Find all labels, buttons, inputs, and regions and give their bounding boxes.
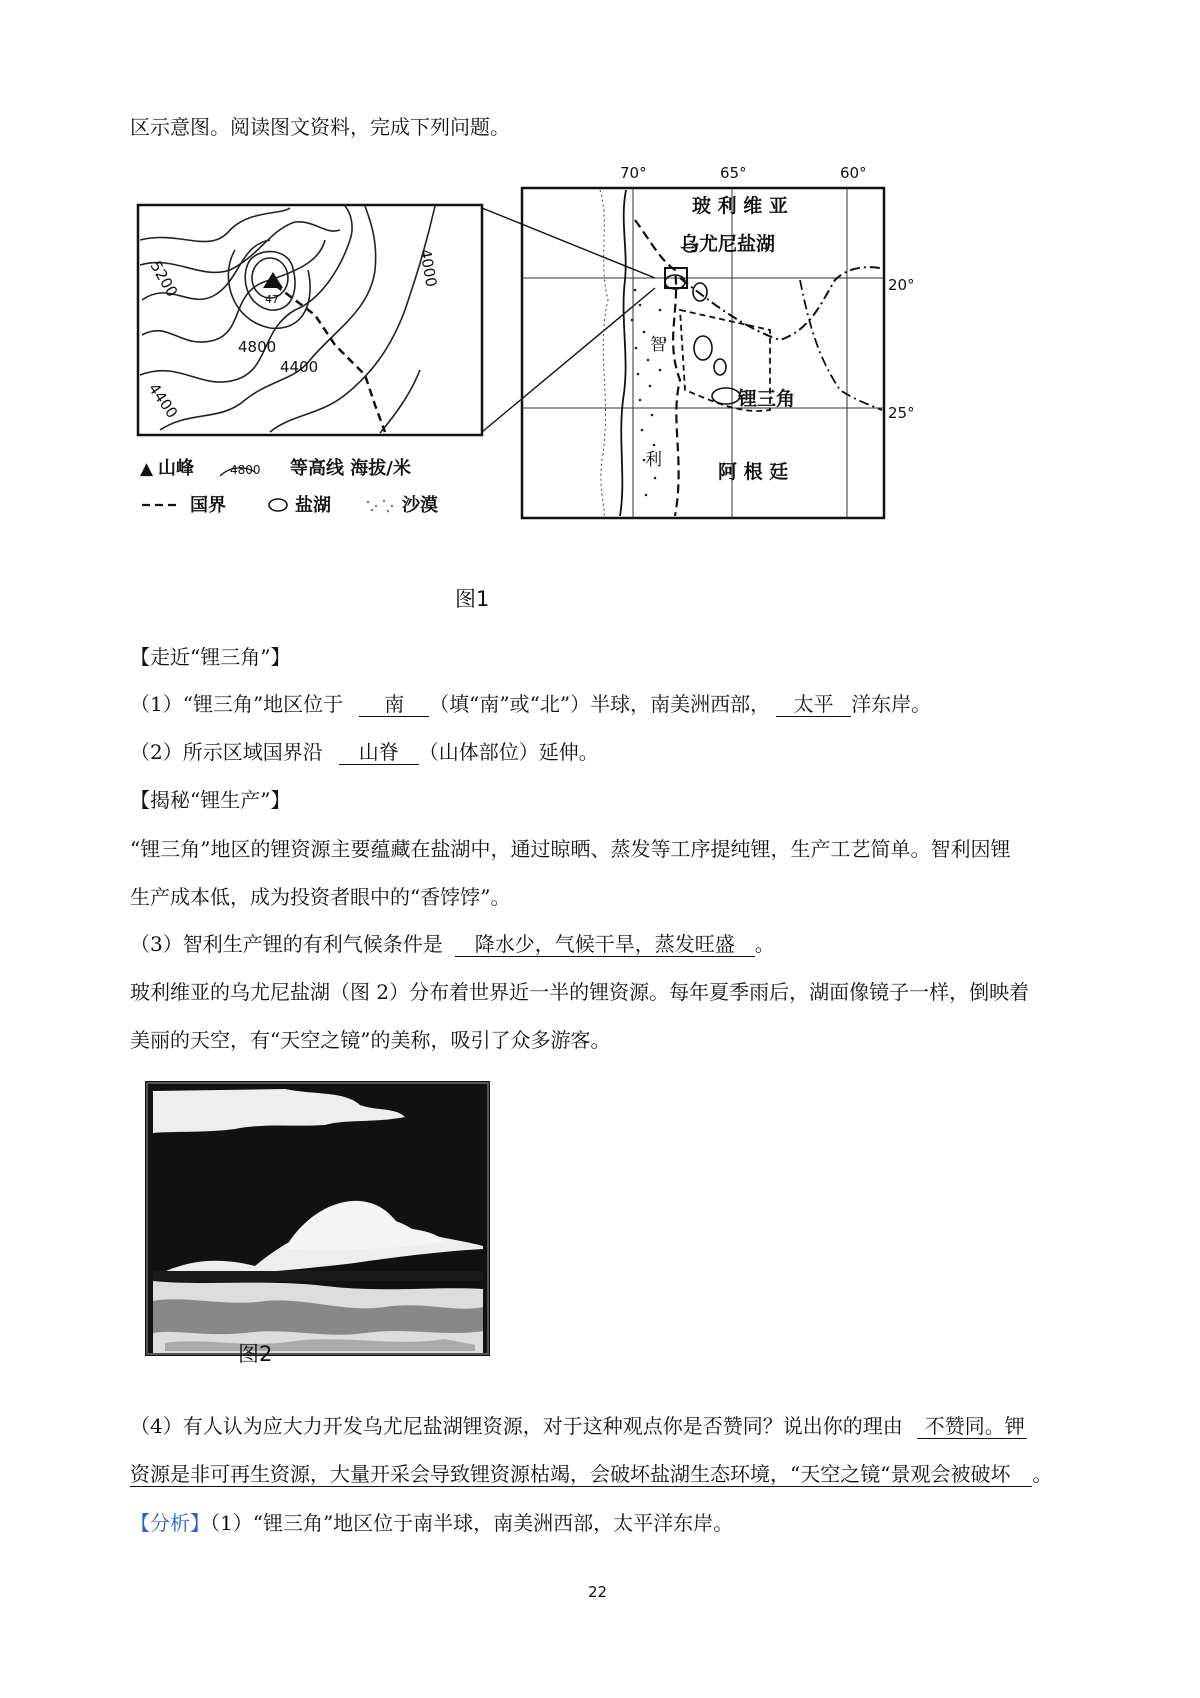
legend-peak-label: 山峰 xyxy=(158,458,194,479)
label-uyuni: 乌尤尼盐湖 xyxy=(680,233,776,255)
label-argentina: 阿 根 廷 xyxy=(718,461,789,483)
q3-suffix: 。 xyxy=(754,932,775,956)
analysis-tag: 【分析】 xyxy=(130,1511,210,1535)
q1-middle: （填“南”或“北”）半球，南美洲西部， xyxy=(429,692,771,716)
figure-1 xyxy=(120,160,915,540)
q2-answer: 山脊 xyxy=(339,740,419,765)
q4-prefix: （4）有人认为应大力开发乌尤尼盐湖锂资源，对于这种观点你是否赞同？说出你的理由 xyxy=(130,1414,903,1438)
question-3 xyxy=(130,930,775,958)
peak-label: 47 xyxy=(265,293,279,306)
legend-contour-label: 等高线 海拔/米 xyxy=(290,458,411,479)
regional-map xyxy=(522,164,915,518)
contour-label-4400: 4400 xyxy=(280,358,319,376)
q1-answer-ocean: 太平 xyxy=(776,692,851,717)
q3-answer: 降水少，气候干旱，蒸发旺盛 xyxy=(455,932,755,957)
q1-prefix: （1）“锂三角”地区位于 xyxy=(130,692,344,716)
question-4-line2 xyxy=(130,1460,1052,1488)
q2-prefix: （2）所示区域国界沿 xyxy=(130,740,323,764)
legend-desert-label: 沙漠 xyxy=(402,495,438,516)
contour-label-5200: 5200 xyxy=(146,258,182,301)
legend-desert-icon xyxy=(367,500,394,513)
legend-border-label: 国界 xyxy=(190,495,226,516)
q4-answer-line1: 不赞同。钾 xyxy=(917,1414,1027,1439)
question-2 xyxy=(130,738,599,766)
figure-2-caption: 图2 xyxy=(238,1342,273,1366)
label-chile-top: 智 xyxy=(650,335,667,355)
q4-suffix: 。 xyxy=(1032,1462,1053,1486)
contour-map-inset xyxy=(138,205,482,435)
q2-suffix: （山体部位）延伸。 xyxy=(418,740,599,764)
question-1 xyxy=(130,690,931,718)
legend-peak-icon: ▲ xyxy=(140,459,154,479)
section-heading-2: 【揭秘“锂生产”】 xyxy=(130,788,291,812)
paragraph-2-line1: 玻利维亚的乌尤尼盐湖（图 2）分布着世界近一半的锂资源。每年夏季雨后，湖面像镜子一样，倒映着 xyxy=(130,980,1030,1004)
q1-suffix: 洋东岸。 xyxy=(851,692,932,716)
contour-label-4000: 4000 xyxy=(416,247,441,289)
peak-icon xyxy=(263,272,283,288)
legend-contour-symbol: 4800 xyxy=(230,463,261,477)
label-bolivia: 玻 利 维 亚 xyxy=(692,195,788,217)
latitude-25: 25° xyxy=(888,404,915,422)
q3-prefix: （3）智利生产锂的有利气候条件是 xyxy=(130,932,443,956)
longitude-60: 60° xyxy=(840,164,867,182)
label-chile: 利 xyxy=(645,450,662,470)
intro-text: 区示意图。阅读图文资料，完成下列问题。 xyxy=(130,115,510,139)
legend-lake-label: 盐湖 xyxy=(295,495,331,516)
contour-label-4800: 4800 xyxy=(238,338,277,356)
map-legend xyxy=(140,457,438,516)
section2-paragraph-line1: “锂三角”地区的锂资源主要蕴藏在盐湖中，通过晾晒、蒸发等工序提纯锂，生产工艺简单。智利因锂 xyxy=(130,837,1011,861)
figure-1-caption: 图1 xyxy=(455,587,490,611)
figure-2-photo xyxy=(145,1081,490,1356)
label-lithium-triangle: 锂三角 xyxy=(738,388,796,410)
paragraph-2-line2: 美丽的天空，有“天空之镜”的美称，吸引了众多游客。 xyxy=(130,1028,611,1052)
question-4-line1 xyxy=(130,1412,1027,1440)
q4-answer-line2: 资源是非可再生资源，大量开采会导致锂资源枯竭，会破坏盐湖生态环境，“天空之镜“景观会被破坏 xyxy=(130,1462,1032,1487)
longitude-70: 70° xyxy=(620,164,647,182)
latitude-20: 20° xyxy=(888,276,915,294)
section-heading-1: 【走近“锂三角”】 xyxy=(130,645,291,669)
analysis-text: （1）“锂三角”地区位于南半球，南美洲西部，太平洋东岸。 xyxy=(210,1511,734,1535)
section2-paragraph-line2: 生产成本低，成为投资者眼中的“香饽饽”。 xyxy=(130,885,511,909)
contour-label-4400-b: 4400 xyxy=(144,379,182,422)
longitude-65: 65° xyxy=(720,164,747,182)
analysis xyxy=(130,1509,733,1537)
q1-answer-hemisphere: 南 xyxy=(359,692,429,717)
legend-lake-icon xyxy=(269,499,287,511)
page-number: 22 xyxy=(588,1583,608,1601)
